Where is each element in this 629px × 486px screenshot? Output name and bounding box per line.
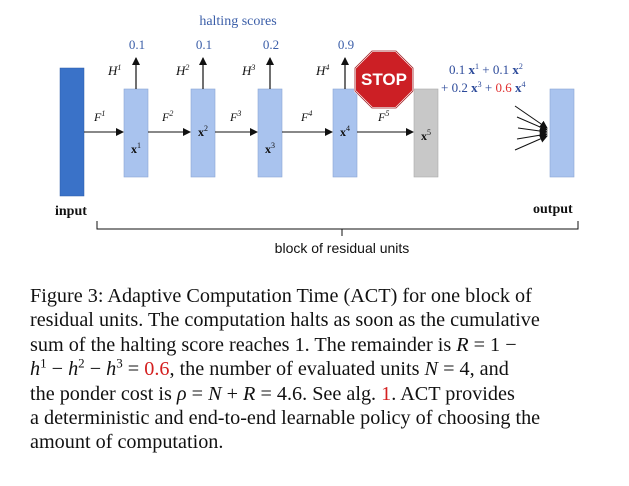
h4-label: $H^4$ xyxy=(316,63,330,78)
f2-label: $F^2$ xyxy=(162,109,174,124)
caption-line-6: a deterministic and end-to-end learnable policy of choosing the xyxy=(30,407,541,430)
svg-text:+ 0.2 x3 + 0: + 0.2 $x^3$ + 0.6 $x^4$ xyxy=(441,80,526,95)
residual-unit-3 xyxy=(258,89,282,177)
x5-label: $x^5$ xyxy=(421,128,431,143)
halting-score-3: 0.2 xyxy=(262,37,280,52)
h1-label: $H^1$ xyxy=(108,63,122,78)
remainder-value: 0.6 xyxy=(144,358,170,381)
caption-line-3: sum of the halting score reaches 1. The remainder is R = 1 − xyxy=(30,333,517,356)
caption-line-1: Figure 3: Adaptive Computation Time (ACT) for one block of xyxy=(30,285,532,307)
h2-label: $H^2$ xyxy=(176,63,190,78)
x3-label: $x^3$ xyxy=(265,141,275,156)
output-formula xyxy=(441,57,525,95)
figure-caption xyxy=(30,284,622,455)
input-label: input xyxy=(55,204,87,219)
halting-score-1: 0.1 xyxy=(128,37,146,52)
halting-score-4: 0.9 xyxy=(337,37,355,52)
h3-label: $H^3$ xyxy=(242,63,256,78)
f3-label: $F^3$ xyxy=(230,109,242,124)
caption-line-7: amount of computation. xyxy=(30,431,224,454)
x2-label: $x^2$ xyxy=(198,124,208,139)
stop-sign-text: STOP xyxy=(361,70,407,89)
x4-label: $x^4$ xyxy=(340,124,350,139)
input-block xyxy=(60,68,84,196)
f4-label: $F^4$ xyxy=(301,109,313,124)
halting-scores-title: halting scores xyxy=(199,14,277,29)
f1-label: $F^1$ xyxy=(94,109,106,124)
svg-text:0.1 x1 + 0.1: 0.1 $x^1$ + 0.1 $x^2$ xyxy=(449,62,523,77)
halting-score-2: 0.1 xyxy=(195,37,213,52)
caption-line-4: $h^1 - h^2 - h^3 = 0.6$, the number of evaluated units N = 4, and xyxy=(30,355,509,381)
output-label: output xyxy=(533,202,573,217)
block-label: block of residual units xyxy=(274,240,410,256)
f5-label: $F^5$ xyxy=(378,109,390,124)
residual-unit-1 xyxy=(124,89,148,177)
x1-label: $x^1$ xyxy=(131,141,141,156)
stop-sign-icon xyxy=(355,51,413,108)
caption-line-2: residual units. The computation halts as soon as the cumulative xyxy=(30,309,540,332)
converging-arrows xyxy=(515,106,547,150)
block-brace xyxy=(97,221,578,236)
output-block xyxy=(550,89,574,177)
algorithm-ref-link[interactable]: 1 xyxy=(381,382,392,405)
caption-line-5: the ponder cost is ρ = N + R = 4.6. See alg. 1. ACT provides xyxy=(30,382,515,405)
